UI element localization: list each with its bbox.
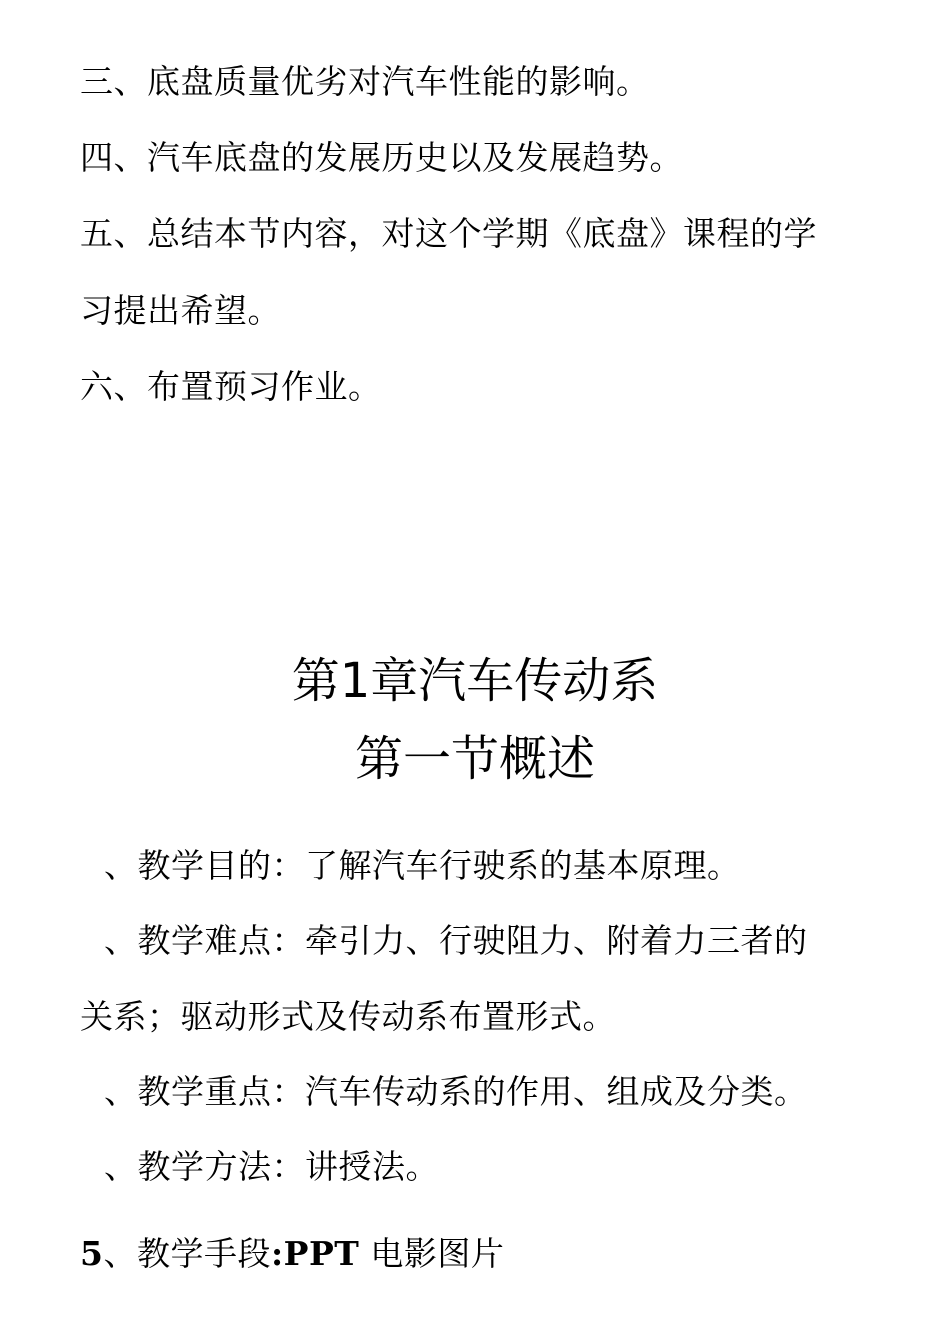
teaching-means-label: 、教学手段: [103, 1234, 271, 1273]
teaching-difficulty-line-2: 关系；驱动形式及传动系布置形式。: [80, 997, 616, 1036]
teaching-difficulty-line-1: 、教学难点：牵引力、行驶阻力、附着力三者的: [104, 921, 808, 960]
section-title: 第一节概述: [354, 731, 595, 787]
teaching-means: [80, 1234, 504, 1274]
teaching-key-points: 、教学重点：汽车传动系的作用、组成及分类。: [104, 1072, 808, 1111]
outline-item-3: 三、底盘质量优劣对汽车性能的影响。: [80, 62, 650, 101]
teaching-goal: 、教学目的：了解汽车行驶系的基本原理。: [104, 846, 741, 885]
outline-item-5-line-1: 五、总结本节内容，对这个学期《底盘》课程的学: [80, 214, 817, 253]
teaching-means-number: 5: [80, 1234, 104, 1273]
chapter-title: 第1章汽车传动系: [291, 653, 659, 709]
teaching-means-ppt: :PPT: [270, 1234, 360, 1273]
teaching-method: 、教学方法：讲授法。: [104, 1147, 439, 1186]
outline-item-6: 六、布置预习作业。: [80, 367, 382, 406]
teaching-means-rest: 电影图片: [370, 1234, 505, 1273]
outline-item-4: 四、汽车底盘的发展历史以及发展趋势。: [80, 138, 683, 177]
outline-item-5-line-2: 习提出希望。: [80, 291, 281, 330]
